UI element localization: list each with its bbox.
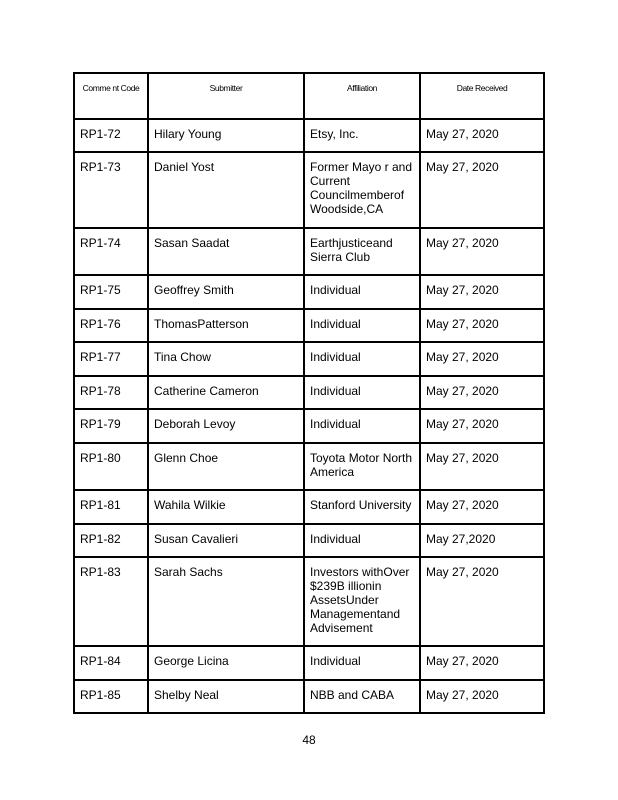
cell-submitter: Geoffrey Smith (148, 275, 304, 309)
cell-affiliation: Individual (304, 409, 420, 443)
cell-date-received: May 27, 2020 (420, 443, 544, 490)
header-date-received: Date Received (420, 73, 544, 119)
cell-submitter: Deborah Levoy (148, 409, 304, 443)
cell-date-received: May 27, 2020 (420, 490, 544, 524)
cell-submitter: George Licina (148, 646, 304, 680)
cell-affiliation: Individual (304, 524, 420, 557)
table-row (74, 557, 544, 646)
header-affiliation: Affiliation (304, 73, 420, 119)
cell-date-received: May 27, 2020 (420, 119, 544, 152)
table-row (74, 409, 544, 443)
cell-submitter: ThomasPatterson (148, 309, 304, 342)
cell-affiliation: Individual (304, 342, 420, 376)
cell-submitter: Wahila Wilkie (148, 490, 304, 524)
cell-comment-code: RP1-72 (74, 119, 148, 152)
cell-affiliation: Earthjusticeand Sierra Club (304, 228, 420, 275)
cell-affiliation: Stanford University (304, 490, 420, 524)
cell-comment-code: RP1-80 (74, 443, 148, 490)
cell-affiliation: Individual (304, 309, 420, 342)
cell-comment-code: RP1-76 (74, 309, 148, 342)
cell-date-received: May 27,2020 (420, 524, 544, 557)
cell-comment-code: RP1-83 (74, 557, 148, 646)
cell-affiliation: Individual (304, 275, 420, 309)
cell-comment-code: RP1-85 (74, 680, 148, 713)
header-submitter: Submitter (148, 73, 304, 119)
cell-comment-code: RP1-81 (74, 490, 148, 524)
cell-comment-code: RP1-82 (74, 524, 148, 557)
comments-table (73, 72, 545, 714)
cell-date-received: May 27, 2020 (420, 275, 544, 309)
cell-date-received: May 27, 2020 (420, 342, 544, 376)
cell-affiliation: Former Mayo r and Current Councilmemberof Woodside,CA (304, 152, 420, 228)
cell-date-received: May 27, 2020 (420, 557, 544, 646)
cell-submitter: Shelby Neal (148, 680, 304, 713)
table-row (74, 152, 544, 228)
cell-comment-code: RP1-79 (74, 409, 148, 443)
cell-submitter: Hilary Young (148, 119, 304, 152)
table-row (74, 309, 544, 342)
table-row (74, 490, 544, 524)
cell-submitter: Glenn Choe (148, 443, 304, 490)
cell-date-received: May 27, 2020 (420, 646, 544, 680)
cell-comment-code: RP1-84 (74, 646, 148, 680)
table-row (74, 228, 544, 275)
cell-submitter: Sarah Sachs (148, 557, 304, 646)
cell-affiliation: Individual (304, 646, 420, 680)
table-row (74, 646, 544, 680)
table-row (74, 680, 544, 713)
cell-affiliation: Toyota Motor North America (304, 443, 420, 490)
cell-date-received: May 27, 2020 (420, 680, 544, 713)
cell-date-received: May 27, 2020 (420, 152, 544, 228)
table-row (74, 119, 544, 152)
table-row (74, 443, 544, 490)
cell-date-received: May 27, 2020 (420, 228, 544, 275)
cell-affiliation: Individual (304, 376, 420, 409)
page-number: 48 (302, 733, 316, 747)
table-header-row (74, 73, 544, 119)
cell-comment-code: RP1-78 (74, 376, 148, 409)
cell-affiliation: NBB and CABA (304, 680, 420, 713)
cell-comment-code: RP1-74 (74, 228, 148, 275)
cell-comment-code: RP1-77 (74, 342, 148, 376)
cell-submitter: Catherine Cameron (148, 376, 304, 409)
cell-comment-code: RP1-73 (74, 152, 148, 228)
table-row (74, 342, 544, 376)
cell-submitter: Sasan Saadat (148, 228, 304, 275)
table-row (74, 275, 544, 309)
cell-affiliation: Investors withOver $239B illionin AssetsUnder Managementand Advisement (304, 557, 420, 646)
header-comment-code: Comme nt Code (74, 73, 148, 119)
cell-submitter: Tina Chow (148, 342, 304, 376)
cell-comment-code: RP1-75 (74, 275, 148, 309)
cell-submitter: Daniel Yost (148, 152, 304, 228)
cell-affiliation: Etsy, Inc. (304, 119, 420, 152)
table-row (74, 524, 544, 557)
cell-date-received: May 27, 2020 (420, 409, 544, 443)
cell-submitter: Susan Cavalieri (148, 524, 304, 557)
table-row (74, 376, 544, 409)
cell-date-received: May 27, 2020 (420, 309, 544, 342)
cell-date-received: May 27, 2020 (420, 376, 544, 409)
